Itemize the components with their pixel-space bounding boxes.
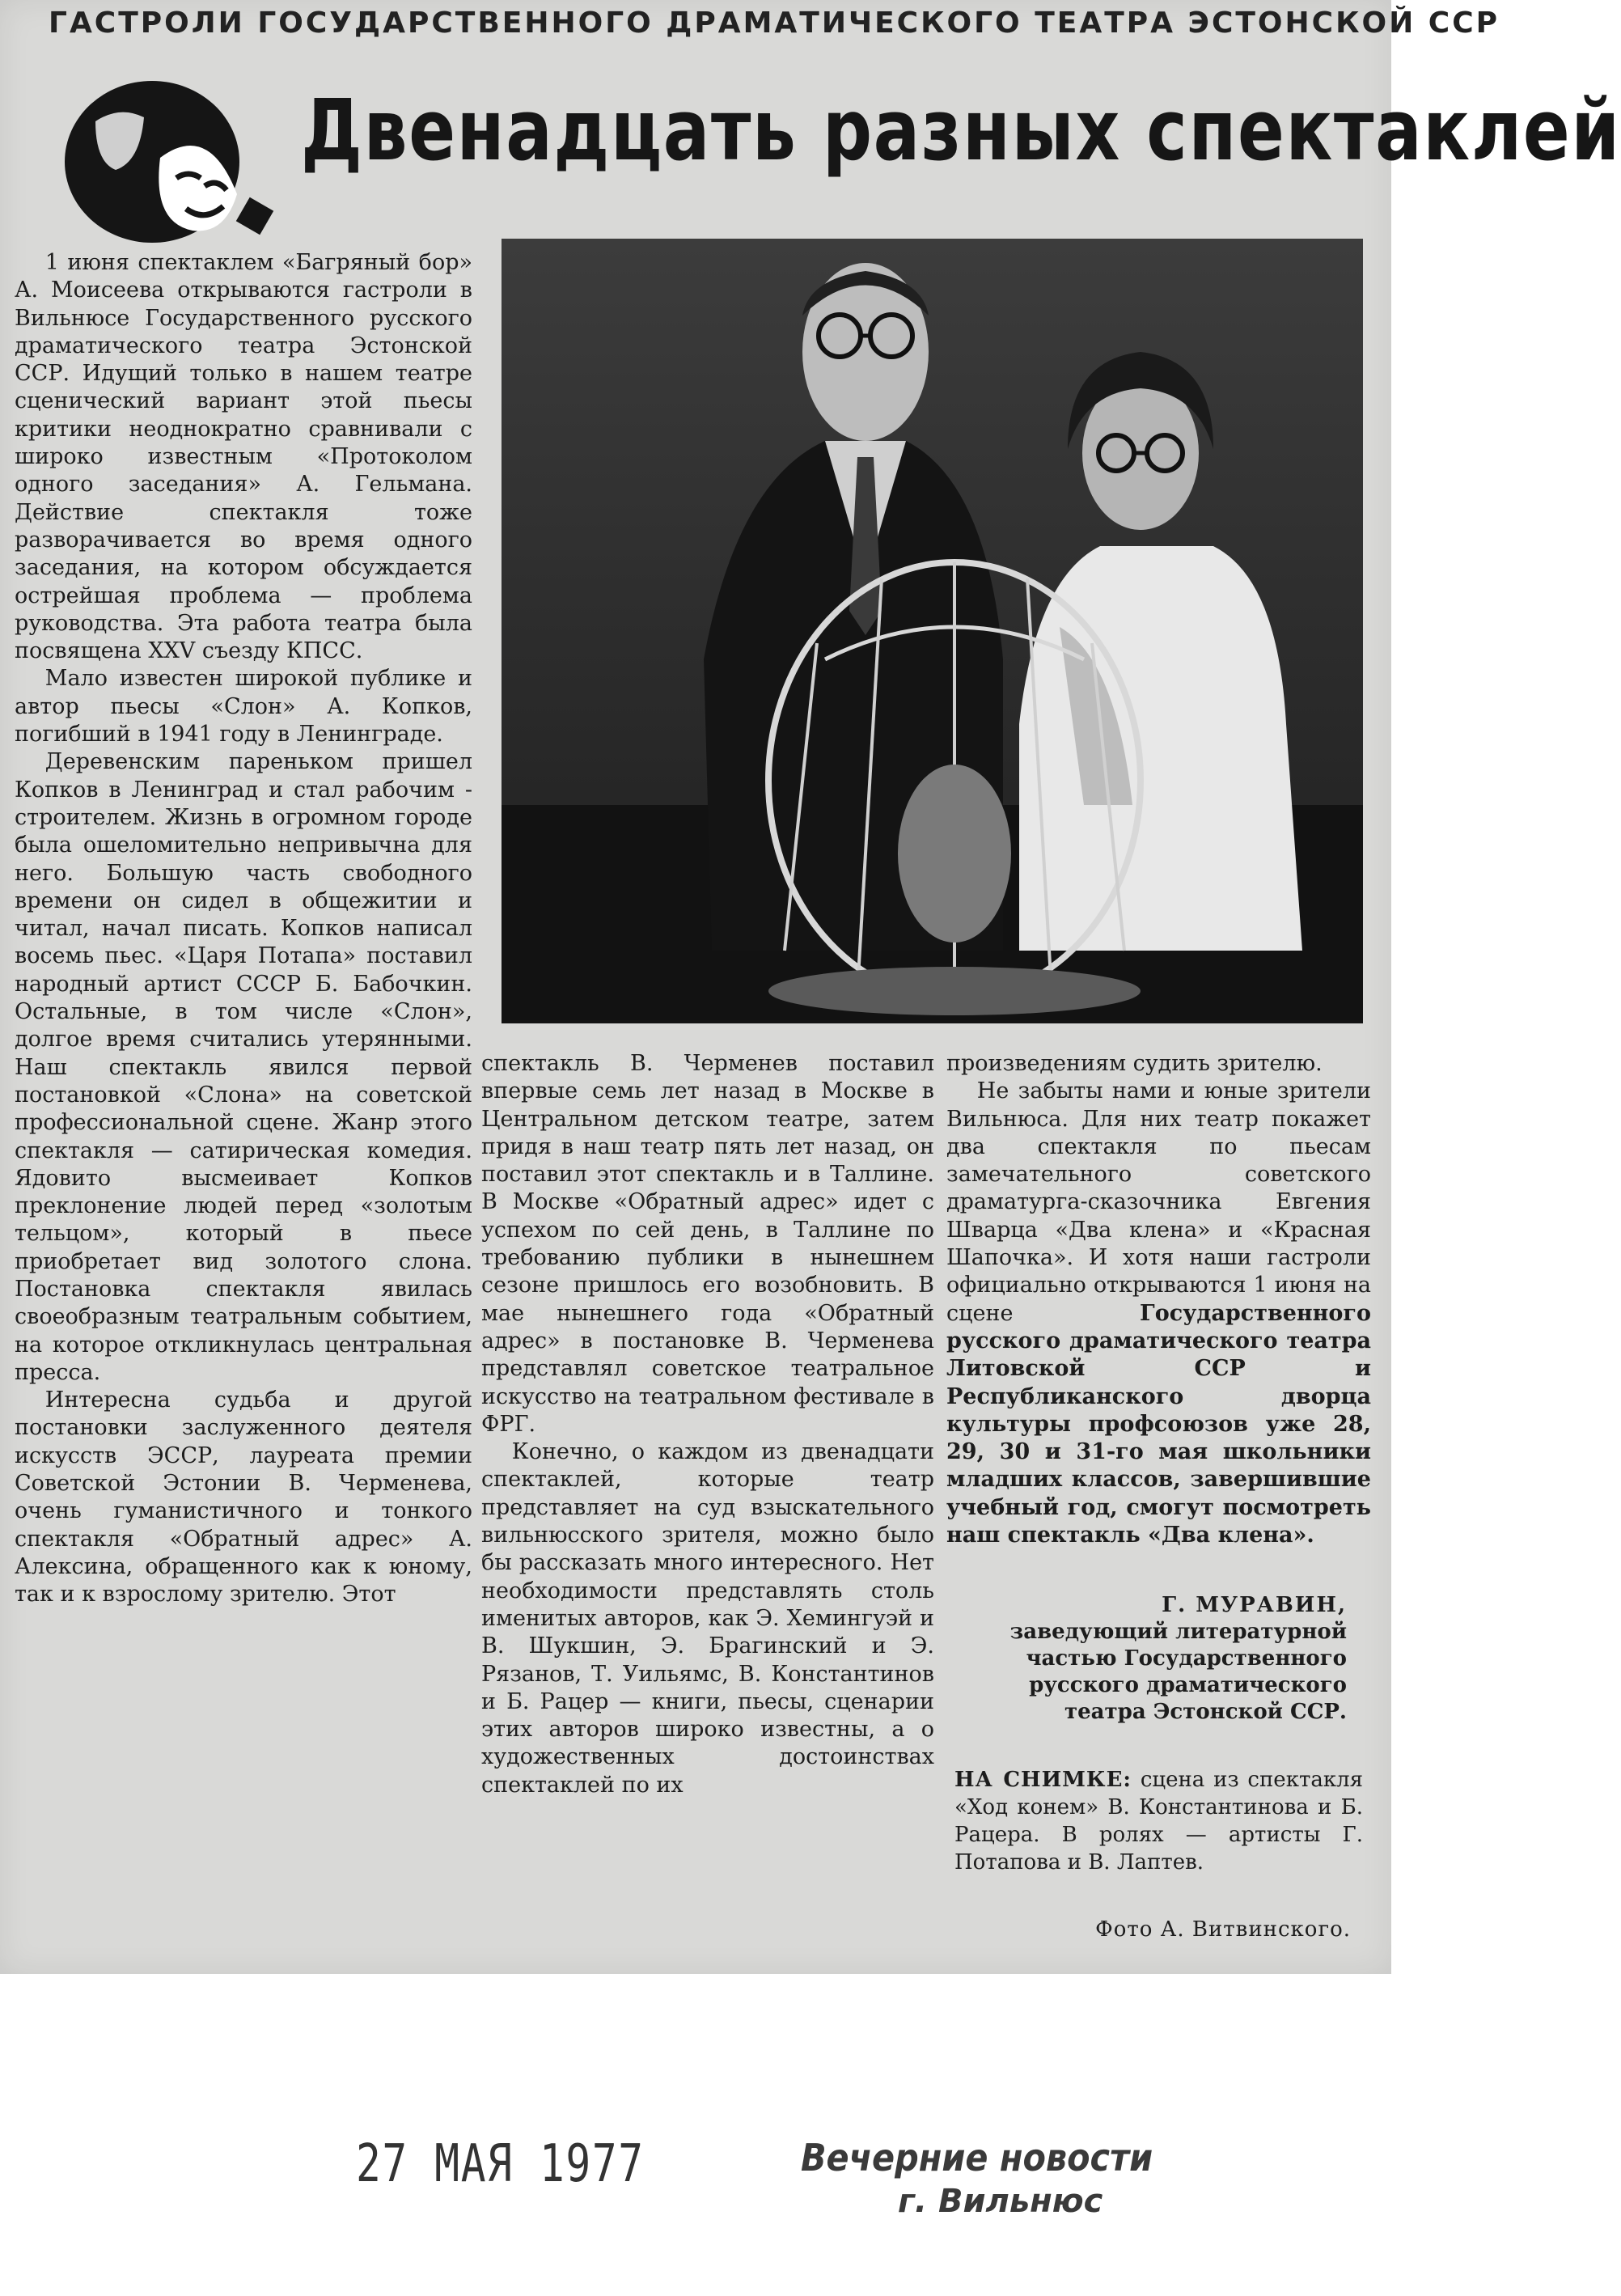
article-column-1 xyxy=(15,249,472,1944)
article-column-3 xyxy=(946,1050,1371,1665)
article-column-2 xyxy=(481,1050,934,1944)
date-stamp: 27 МАЯ 1977 xyxy=(356,2134,645,2194)
theatre-mask-icon xyxy=(39,73,290,255)
paragraph: Интересна судьба и другой постановки заслуженного деятеля искусств ЭССР, лауреата премии Советской Эстонии В. Черменева, очень гуманистичного и тонкого спектакля «Обратный адрес» А. Алексина, обращенного как к юному, так и к взрослому зрителю. Этот xyxy=(15,1387,472,1608)
photo-caption xyxy=(954,1766,1363,1904)
kicker-heading: ГАСТРОЛИ ГОСУДАРСТВЕННОГО ДРАМАТИЧЕСКОГО ТЕАТРА ЭСТОНСКОЙ ССР xyxy=(49,6,1500,40)
stage-scene-photo xyxy=(502,239,1363,1023)
caption-lead: НА СНИМКЕ: xyxy=(954,1768,1132,1792)
paragraph: произведениям судить зрителю. xyxy=(946,1051,1323,1076)
paragraph: Мало известен широкой публике и автор пьесы «Слон» А. Копков, погибший в 1941 году в Ленинграде. xyxy=(15,666,472,748)
paragraph: спектакль В. Черменев поставил впервые семь лет назад в Москве в Центральном детском театре, затем придя в наш театр пять лет назад, он поставил этот спектакль и в Таллине. В Москве «Обратный адрес» идет с успехом по сей день, в Таллине по требованию публики в нынешнем сезоне пришлось его возобновить. В мае нынешнего года «Обратный адрес» в постановке В. Черменева представлял советское театральное искусство на театральном фестивале в ФРГ. xyxy=(481,1051,934,1437)
headline: Двенадцать разных спектаклей xyxy=(301,81,1621,180)
newspaper-name-stamp: Вечерние новости xyxy=(801,2136,1153,2180)
paragraph: Деревенским пареньком пришел Копков в Ленинград и стал рабочим - строителем. Жизнь в огромном городе была ошеломительно непривычна для него. Большую часть свободного времени он сидел в общежитии и читал, начал писать. Копков написал восемь пьес. «Царя Потапа» поставил народный артист СССР Б. Бабочкин. Остальные, в том числе «Слон», долгое время считались утерянными. Наш спектакль явился первой постановкой «Слона» на советской профессиональной сцене. Жанр этого спектакля — сатирическая комедия. Ядовито высмеивает Копков преклонение людей перед «золотым тельцом», который в пьесе приобретает вид золотого слона. Постановка спектакля явилась своеобразным театральным событием, на которое откликнулась центральная пресса. xyxy=(15,749,472,1385)
author-title: заведующий литературной частью Государственного русского драматического театра Эстонской ССР. xyxy=(1009,1620,1347,1724)
author-signature xyxy=(946,1592,1347,1738)
city-stamp: г. Вильнюс xyxy=(898,2183,1103,2220)
paragraph: 1 июня спектаклем «Багряный бор» А. Моисеева открываются гастроли в Вильнюсе Государственного русского драматического театра Эстонской ССР. Идущий только в нашем театре сценический вариант этой пьесы критики неоднократно сравнивали с широко известным «Протоколом одного заседания» А. Гельмана. Действие спектакля тоже разворачивается во время одного заседания, на котором обсуждается острейшая проблема — проблема руководства. Эта работа театра была посвящена XXV съезду КПСС. xyxy=(15,250,472,664)
photo-credit: Фото А. Витвинского. xyxy=(1095,1917,1351,1942)
paragraph: Конечно, о каждом из двенадцати спектаклей, которые театр представляет на суд взыскательного вильнюсского зрителя, можно было бы рассказать много интересного. Нет необходимости представлять столь именитых авторов, как Э. Хемингуэй и В. Шукшин, Э. Брагинский и Э. Рязанов, Т. Уильямс, В. Константинов и Б. Рацер — книги, пьесы, сценарии этих авторов широко известны, а о художественных достоинствах спектаклей по их xyxy=(481,1439,934,1798)
caption-text: сцена из спектакля «Ход конем» В. Константинова и Б. Рацера. В ролях — артисты Г. Потапова и В. Лаптев. xyxy=(954,1768,1364,1875)
paragraph-text: Не забыты нами и юные зрители Вильнюса. Для них театр покажет два спектакля по пьесам замечательного советского драматурга-сказочника Евгения Шварца «Два клена» и «Красная Шапочка». И хотя наши гастроли официально открываются 1 июня на сцене xyxy=(946,1078,1371,1326)
author-name: Г. МУРАВИН, xyxy=(1162,1593,1347,1617)
paragraph-bold-text: Государственного русского драматического театра Литовской ССР и Республиканского дворца культуры профсоюзов уже 28, 29, 30 и 31-го мая школьники младших классов, завершившие учебный год, смогут посмотреть наш спектакль «Два клена». xyxy=(946,1300,1371,1548)
paragraph xyxy=(946,1078,1371,1549)
